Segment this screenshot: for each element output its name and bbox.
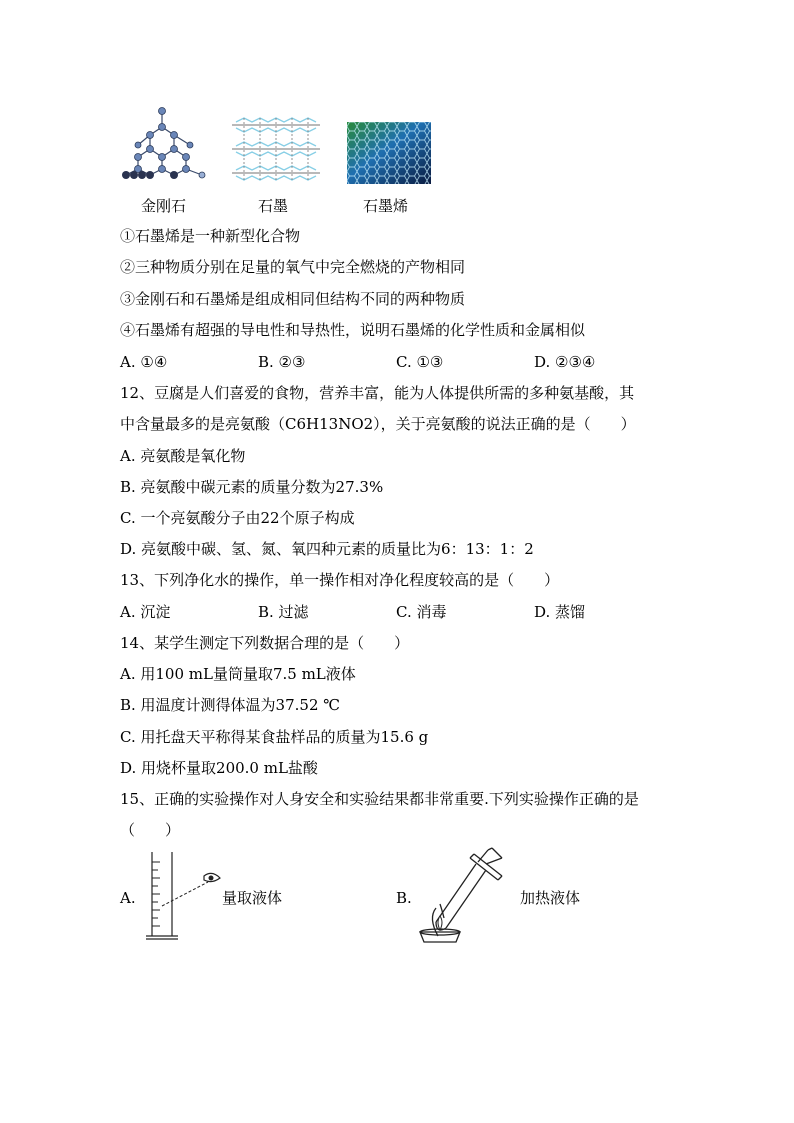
statement-3: ③金刚石和石墨烯是组成相同但结构不同的两种物质 <box>120 290 466 308</box>
q12-stem-line2: 中含量最多的是亮氨酸（C6H13NO2），关于亮氨酸的说法正确的是（ ） <box>120 415 636 433</box>
graduated-cylinder-reading-image <box>144 848 224 943</box>
statement-1: ①石墨烯是一种新型化合物 <box>120 227 301 245</box>
q13-option-a: A. 沉淀 <box>120 603 171 621</box>
q12-option-d: D. 亮氨酸中碳、氢、氮、氧四种元素的质量比为6：13：1：2 <box>120 540 534 558</box>
q15-option-a-label: 量取液体 <box>222 889 283 907</box>
q14-option-d: D. 用烧杯量取200.0 mL盐酸 <box>120 759 318 777</box>
statement-4: ④石墨烯有超强的导电性和导热性，说明石墨烯的化学性质和金属相似 <box>120 321 586 339</box>
q15-stem-line1: 15、正确的实验操作对人身安全和实验结果都非常重要.下列实验操作正确的是 <box>120 790 639 808</box>
graphite-structure-image <box>230 108 322 183</box>
q11-option-d: D. ②③④ <box>534 353 596 371</box>
q15-option-b-label: 加热液体 <box>520 889 581 907</box>
q14-option-b: B. 用温度计测得体温为37.52 ℃ <box>120 696 341 714</box>
q13-option-d: D. 蒸馏 <box>534 603 586 621</box>
q14-option-a: A. 用100 mL量筒量取7.5 mL液体 <box>120 665 356 683</box>
q15-option-a-letter: A. <box>120 889 136 907</box>
heating-test-tube-image <box>414 846 518 946</box>
q13-stem: 13、下列净化水的操作，单一操作相对净化程度较高的是（ ） <box>120 571 560 589</box>
graphene-structure-image <box>347 122 431 184</box>
q12-option-a: A. 亮氨酸是氧化物 <box>120 447 246 465</box>
q15-stem-line2: （ ） <box>120 821 181 839</box>
q15-option-b-letter: B. <box>396 889 412 907</box>
q12-stem-line1: 12、豆腐是人们喜爱的食物，营养丰富，能为人体提供所需的多种氨基酸，其 <box>120 384 635 402</box>
q14-option-c: C. 用托盘天平称得某食盐样品的质量为15.6 g <box>120 728 429 746</box>
statement-2: ②三种物质分别在足量的氧气中完全燃烧的产物相同 <box>120 258 466 276</box>
graphene-caption: 石墨烯 <box>363 197 409 215</box>
q12-option-b: B. 亮氨酸中碳元素的质量分数为27.3% <box>120 478 384 496</box>
q11-option-a: A. ①④ <box>120 353 168 371</box>
q11-option-b: B. ②③ <box>258 353 306 371</box>
graphite-caption: 石墨 <box>258 197 289 215</box>
q14-stem: 14、某学生测定下列数据合理的是（ ） <box>120 634 410 652</box>
diamond-structure-image <box>118 105 210 183</box>
q13-option-b: B. 过滤 <box>258 603 309 621</box>
q12-option-c: C. 一个亮氨酸分子由22个原子构成 <box>120 509 355 527</box>
diamond-caption: 金刚石 <box>141 197 187 215</box>
q13-option-c: C. 消毒 <box>396 603 447 621</box>
q11-option-c: C. ①③ <box>396 353 444 371</box>
